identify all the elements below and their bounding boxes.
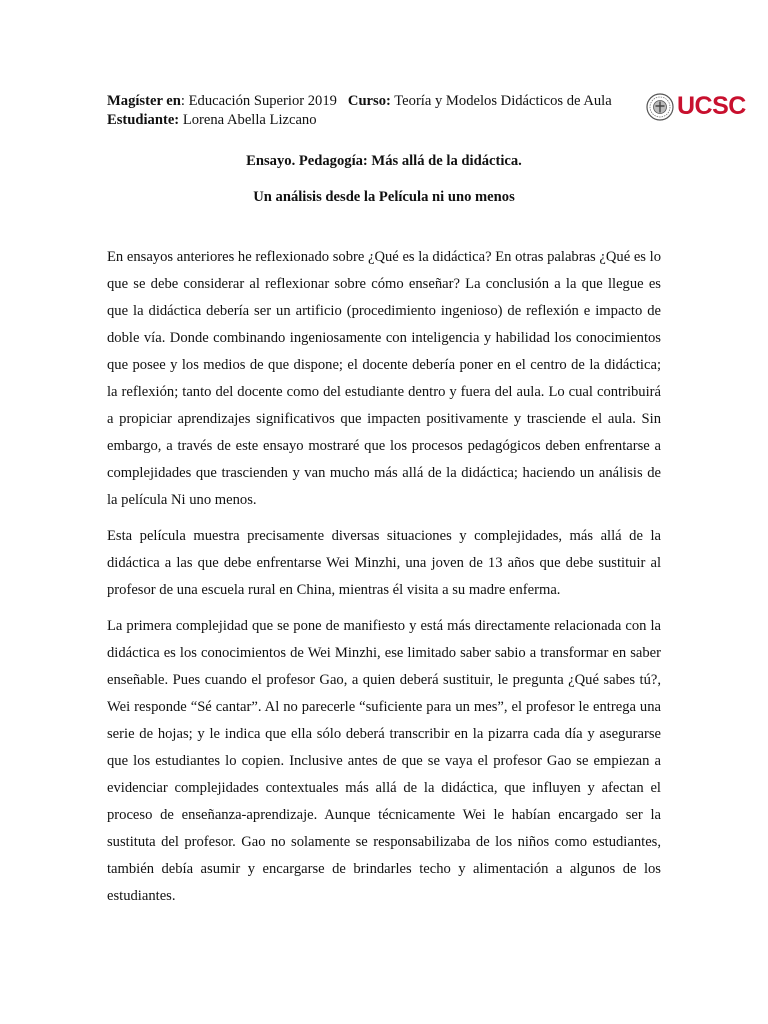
header-info xyxy=(107,92,612,130)
header-line-2 xyxy=(107,111,612,130)
essay-subtitle: Un análisis desde la Película ni uno menos xyxy=(253,189,515,205)
paragraph-2: Esta película muestra precisamente diversas situaciones y complejidades, más allá de la didáctica a las que debe enfrentarse Wei Minzhi, una joven de 13 años que debe sustituir al profesor de una escuela rural en China, mientras él visita a su madre enferma. xyxy=(107,528,661,598)
paragraph-1: En ensayos anteriores he reflexionado sobre ¿Qué es la didáctica? En otras palabras ¿Qué es lo que se debe considerar al reflexionar sobre cómo enseñar? La conclusión a la que llegue es que la didáctica debería ser un artificio (procedimiento ingenioso) de reflexión e impacto de doble vía. Donde combinando ingeniosamente con inteligencia y habilidad los conocimientos que posee y los medios de que dispone; el docente debería poner en el centro de la didáctica; la reflexión; tanto del docente como del estudiante dentro y fuera del aula. Lo cual contribuirá a propiciar aprendizajes significativos que impacten positivamente y trasciende el aula. Sin embargo, a través de este ensayo mostraré que los procesos pedagógicos deben enfrentarse a complejidades que trascienden y van mucho más allá de la didáctica; haciendo un análisis de la película Ni uno menos. xyxy=(107,249,661,508)
magister-label: Magíster en xyxy=(107,93,181,109)
curso-label: Curso: xyxy=(347,93,391,109)
paragraph-3: La primera complejidad que se pone de manifiesto y está más directamente relacionada con la didáctica es los conocimientos de Wei Minzhi, ese limitado saber sabio a transformar en saber enseñable. Pues cuando el profesor Gao, a quien deberá sustituir, le pregunta ¿Qué sabes tú?, Wei responde “Sé cantar”. Al no parecerle “suficiente para un mes”, el profesor le entrega una serie de hojas; y le indica que ella sólo deberá transcribir en la pizarra cada día y asegurarse que los estudiantes lo copien. Inclusive antes de que se vaya el profesor Gao se empiezan a evidenciar complejidades contextuales más allá de la didáctica, que influyen y afectan el proceso de enseñanza-aprendizaje. Aunque técnicamente Wei le habían encargado ser la sustituta del profesor. Gao no solamente se responsabilizaba de los niños como estudiantes, también debía asumir y encargarse de brindarles techo y alimentación a algunos de los estudiantes. xyxy=(107,618,661,904)
essay-body xyxy=(107,244,661,919)
curso-value: Teoría y Modelos Didácticos de Aula xyxy=(390,93,612,109)
header-line-1 xyxy=(107,92,612,111)
university-seal-icon xyxy=(646,93,674,121)
estudiante-value: Lorena Abella Lizcano xyxy=(179,112,317,128)
estudiante-label: Estudiante: xyxy=(107,112,180,128)
essay-title: Ensayo. Pedagogía: Más allá de la didáctica. xyxy=(246,153,522,169)
logo-text: UCSC xyxy=(677,92,746,120)
ucsc-logo xyxy=(646,92,746,121)
magister-value: : Educación Superior 2019 xyxy=(180,93,337,109)
